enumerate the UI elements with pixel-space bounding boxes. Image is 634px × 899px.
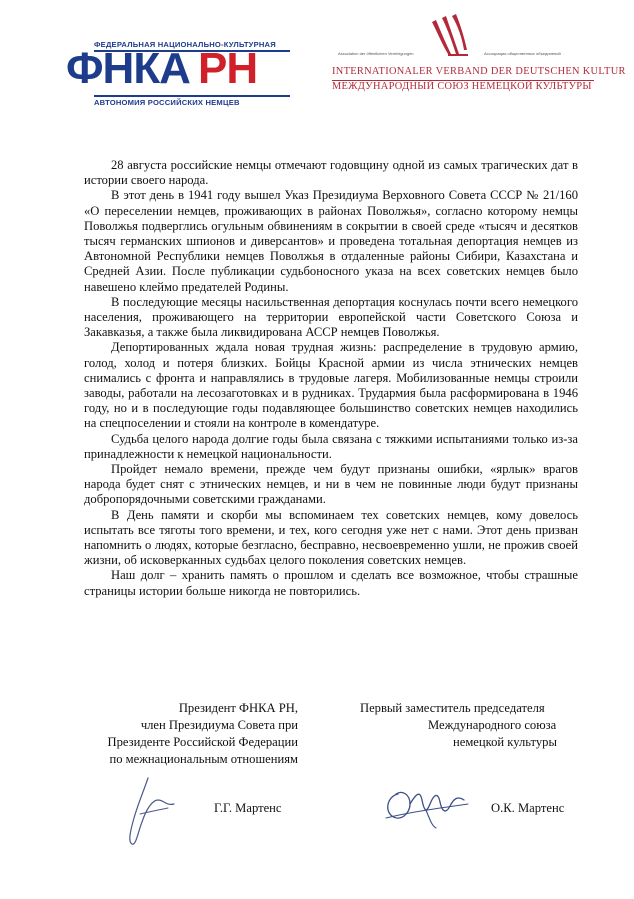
logo-bottom-line: АВТОНОМИЯ РОССИЙСКИХ НЕМЦЕВ xyxy=(94,98,240,107)
signer-name-right: О.К. Мартенс xyxy=(491,801,565,815)
letter-body xyxy=(84,158,578,599)
ivdk-name-ru: МЕЖДУНАРОДНЫЙ СОЮЗ НЕМЕЦКОЙ КУЛЬТУРЫ xyxy=(332,81,592,92)
signer-name-left: Г.Г. Мартенс xyxy=(214,801,282,815)
logo-main-blue: ФНКА xyxy=(66,44,190,93)
logo-main-red: РН xyxy=(197,44,258,93)
paragraph-5: Судьба целого народа долгие годы была связана с тяжкими испытаниями только из-за принадлежности к немецкой национальности. xyxy=(84,431,578,461)
handwritten-signature-right xyxy=(380,780,472,832)
ivdk-tiny-de: Assoziation der öffentlichen Vereinigungen xyxy=(338,51,414,56)
ivdk-name-de: INTERNATIONALER VERBAND DER DEUTSCHEN KULTUR xyxy=(332,66,626,77)
signature-right-line-2: Международного союза xyxy=(428,718,557,732)
signature-block-left xyxy=(60,700,298,768)
signature-block-right xyxy=(330,700,575,751)
logo-top-line: ФЕДЕРАЛЬНАЯ НАЦИОНАЛЬНО-КУЛЬТУРНАЯ xyxy=(94,40,276,49)
ivdk-logo xyxy=(332,14,626,94)
logo-rule-bottom xyxy=(94,95,290,97)
signature-left-line-2: член Президиума Совета при xyxy=(140,718,298,732)
fnka-rn-logo xyxy=(66,40,296,112)
signature-left-line-4: по межнациональным отношениям xyxy=(109,752,298,766)
ivdk-tiny-ru: Ассоциация общественных объединений xyxy=(484,51,561,56)
paragraph-7: В День памяти и скорби мы вспоминаем тех советских немцев, кому довелось испытать все тяготы того времени, и тех, кого сегодня уже нет с нами. Этот день призван напомнить о людях, которые безгласно, бесправно, несвоевременно ушли, не прожив своей жизни, об исковерканных судьбах целого поколения советских немцев. xyxy=(84,507,578,568)
signature-left-line-1: Президент ФНКА РН, xyxy=(178,701,298,715)
logo-main-text xyxy=(66,44,257,94)
signature-right-line-3: немецкой культуры xyxy=(453,735,557,749)
paragraph-2: В этот день в 1941 году вышел Указ Президиума Верховного Совета СССР № 21/160 «О переселении немцев, проживающих в районах Поволжья», согласно которому немцы Поволжья подверглись огульным обвинениям в сокрытии в своей среде «тысяч и десятков тысяч германских шпионов и диверсантов» и проведена тотальная депортация немцев из Автономной Республики немцев Поволжья в отдаленные районы Сибири, Казахстана и Средней Азии. После публикации судьбоносного указа на всех советских немцев было навешено клеймо предателей Родины. xyxy=(84,188,578,294)
paragraph-4: Депортированных ждала новая трудная жизнь: распределение в трудовую армию, голод, холод и потеря близких. Бойцы Красной армии из числа этнических немцев снимались с фронта и направлялись в трудовые лагеря. Мобилизованные немцы строили заводы, работали на лесозаготовках и в рудниках. Трудармия была расформирована в 1946 году, но и в последующие годы подавляющее большинство советских немцев находились на спецпоселении и стояли на контроле в комендатуре. xyxy=(84,340,578,431)
paragraph-6: Пройдет немало времени, прежде чем будут признаны ошибки, «ярлык» врагов народа будет снят с этнических немцев, и ни в чем не повинные люди будут признаны добропорядочными советскими гражданами. xyxy=(84,462,578,507)
signature-right-line-1: Первый заместитель председателя xyxy=(360,701,545,715)
handwritten-signature-left xyxy=(118,770,188,850)
paragraph-3: В последующие месяцы насильственная депортация коснулась почти всего немецкого населения, проживающего на территории европейской части Советского Союза и Закавказья, а также была ликвидирована АССР немцев Поволжья. xyxy=(84,294,578,340)
paragraph-8: Наш долг – хранить память о прошлом и сделать все возможное, чтобы страшные страницы истории больше никогда не повторились. xyxy=(84,568,578,598)
signature-left-line-3: Президенте Российской Федерации xyxy=(107,735,298,749)
paragraph-1: 28 августа российские немцы отмечают годовщину одной из самых трагических дат в истории своего народа. xyxy=(84,158,578,188)
ivdk-emblem-icon xyxy=(428,14,474,58)
